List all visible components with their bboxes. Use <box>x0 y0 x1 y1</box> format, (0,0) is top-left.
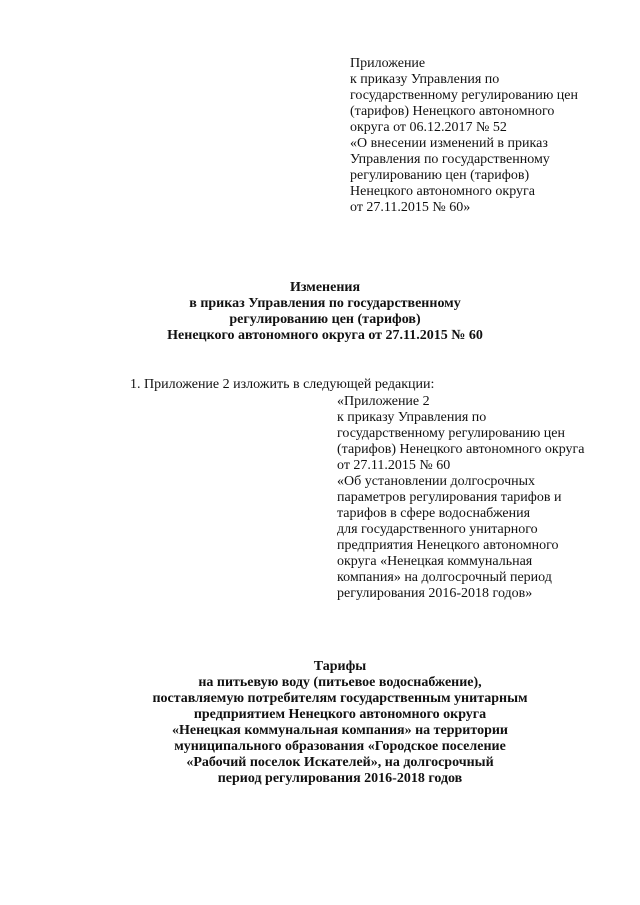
header-appendix-line: округа от 06.12.2017 № 52 <box>350 120 507 135</box>
tariffs-title-line: на питьевую воду (питьевое водоснабжение), <box>198 675 482 690</box>
appendix-2-line: регулирования 2016-2018 годов» <box>337 586 533 601</box>
header-appendix-block <box>350 56 578 216</box>
header-appendix-line: государственному регулированию цен <box>350 88 578 103</box>
changes-title <box>90 280 560 344</box>
header-appendix-line: от 27.11.2015 № 60» <box>350 200 471 215</box>
tariffs-title-line: предприятием Ненецкого автономного округа <box>193 707 487 722</box>
item-1-text: 1. Приложение 2 изложить в следующей редакции: <box>130 377 435 392</box>
header-appendix-line: Управления по государственному <box>350 152 550 167</box>
tariffs-title-line: поставляемую потребителям государственным унитарным <box>152 691 528 706</box>
appendix-2-line: от 27.11.2015 № 60 <box>337 458 451 473</box>
tariffs-title-line: «Ненецкая коммунальная компания» на территории <box>172 723 508 738</box>
header-appendix-line: к приказу Управления по <box>350 72 500 87</box>
appendix-2-line: «Об установлении долгосрочных <box>337 474 536 489</box>
tariffs-title-line: «Рабочий поселок Искателей», на долгосрочный <box>186 755 494 770</box>
changes-title-line: в приказ Управления по государственному <box>189 296 461 311</box>
appendix-2-line: (тарифов) Ненецкого автономного округа <box>337 442 585 457</box>
appendix-2-line: к приказу Управления по <box>337 410 487 425</box>
tariffs-title-line: Тарифы <box>313 659 367 674</box>
appendix-2-line: для государственного унитарного <box>337 522 538 537</box>
appendix-2-line: тарифов в сфере водоснабжения <box>337 506 531 521</box>
changes-title-line: Изменения <box>289 280 361 295</box>
appendix-2-line: «Приложение 2 <box>337 394 430 409</box>
header-appendix-line: «О внесении изменений в приказ <box>350 136 548 151</box>
changes-title-line: регулированию цен (тарифов) <box>229 312 421 327</box>
tariffs-title-line: период регулирования 2016-2018 годов <box>217 771 463 786</box>
header-appendix-line: регулированию цен (тарифов) <box>350 168 530 183</box>
header-appendix-line: Ненецкого автономного округа <box>350 184 535 199</box>
appendix-2-line: компания» на долгосрочный период <box>337 570 552 585</box>
appendix-2-line: государственному регулированию цен <box>337 426 565 441</box>
tariffs-title <box>90 659 590 787</box>
appendix-2-block <box>337 394 584 602</box>
changes-title-line: Ненецкого автономного округа от 27.11.2015 № 60 <box>167 328 483 343</box>
appendix-2-line: параметров регулирования тарифов и <box>337 490 562 505</box>
appendix-2-line: округа «Ненецкая коммунальная <box>337 554 533 569</box>
tariffs-title-line: муниципального образования «Городское поселение <box>174 739 506 754</box>
header-appendix-line: (тарифов) Ненецкого автономного <box>350 104 555 119</box>
header-appendix-line: Приложение <box>350 56 426 71</box>
appendix-2-line: предприятия Ненецкого автономного <box>337 538 559 553</box>
